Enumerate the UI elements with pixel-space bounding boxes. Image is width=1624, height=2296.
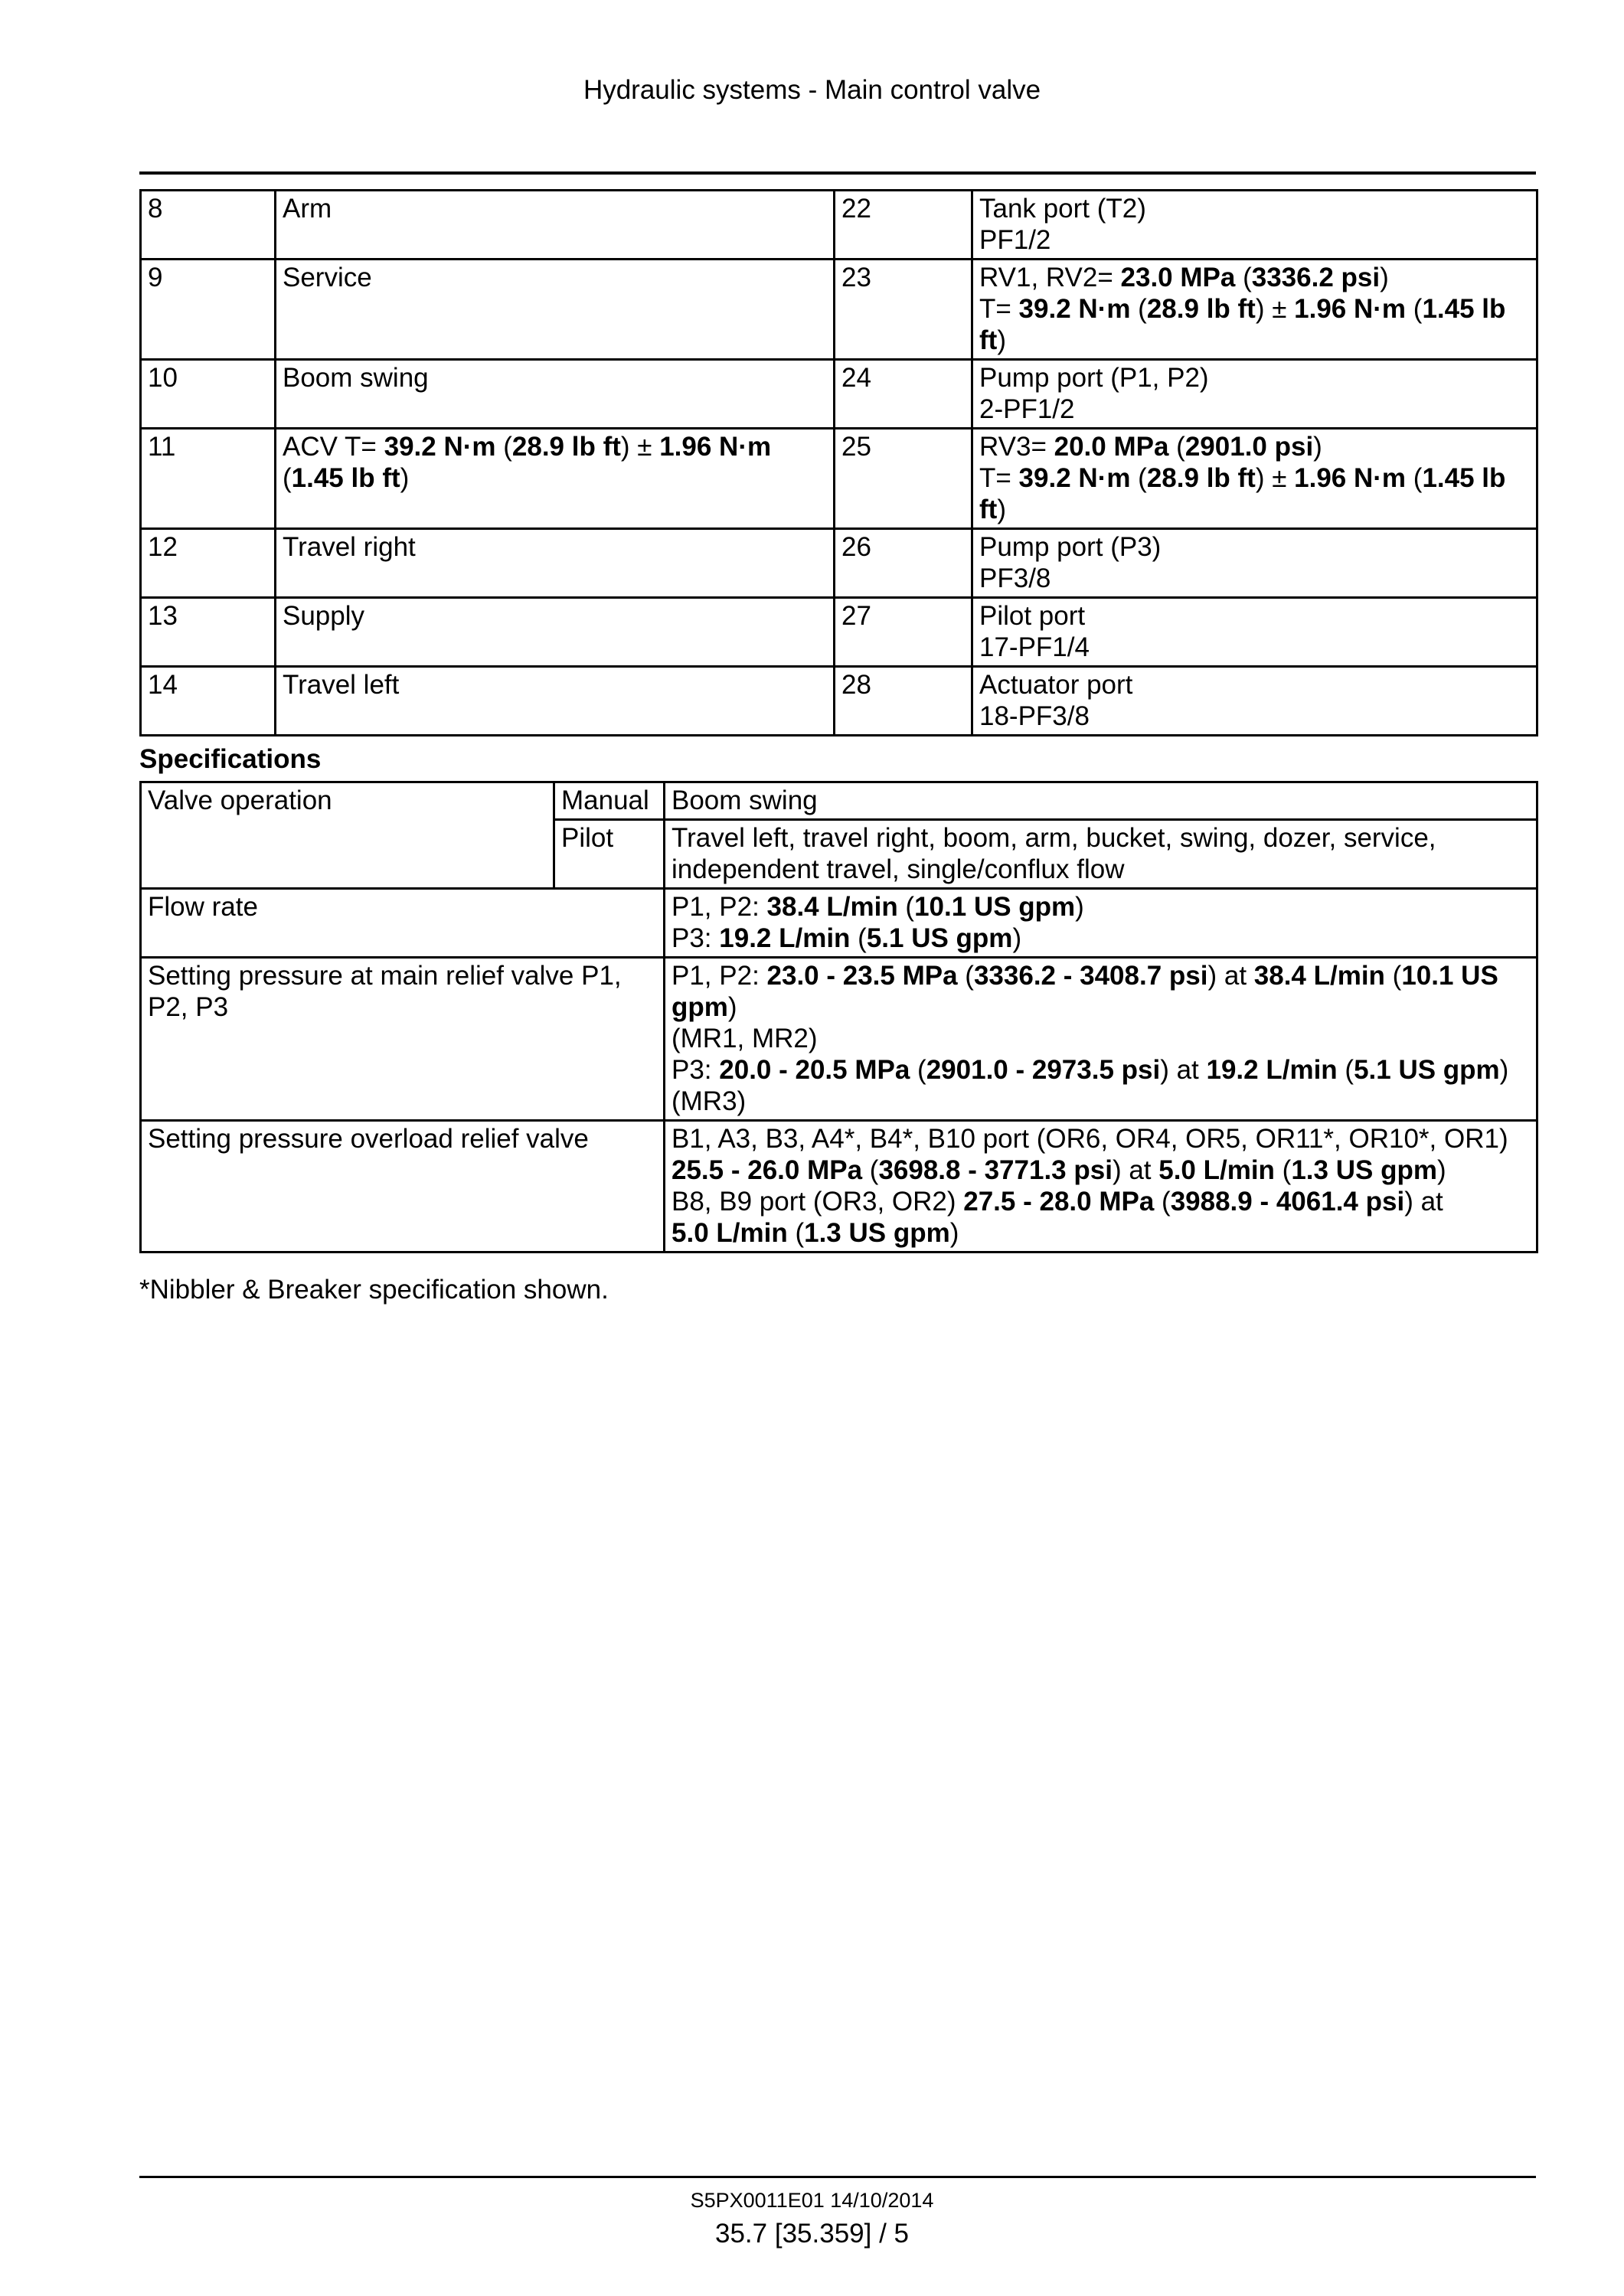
specifications-table <box>139 781 1538 1253</box>
part-description-right: Pilot port 17-PF1/4 <box>972 598 1537 667</box>
page-header-title: Hydraulic systems - Main control valve <box>583 75 1041 105</box>
parts-table-row <box>141 360 1537 429</box>
part-description-left: Boom swing <box>276 360 835 429</box>
part-number-left: 14 <box>141 667 276 736</box>
part-number-right: 26 <box>835 529 972 598</box>
part-description-right: Pump port (P3) PF3/8 <box>972 529 1537 598</box>
part-number-left: 9 <box>141 260 276 360</box>
footer-page-number: 35.7 [35.359] / 5 <box>715 2219 909 2249</box>
part-description-left: Service <box>276 260 835 360</box>
part-description-left: Supply <box>276 598 835 667</box>
part-number-right: 23 <box>835 260 972 360</box>
part-number-right: 27 <box>835 598 972 667</box>
footnote: *Nibbler & Breaker specification shown. <box>139 1275 609 1305</box>
part-number-left: 11 <box>141 429 276 529</box>
spec-row-overload-relief <box>141 1121 1537 1253</box>
part-description-left: ACV T= 39.2 N·m (28.9 lb ft) ± 1.96 N·m (1.45 lb ft) <box>276 429 835 529</box>
part-number-left: 10 <box>141 360 276 429</box>
spec-value-overload-relief: B1, A3, B3, A4*, B4*, B10 port (OR6, OR4, OR5, OR11*, OR10*, OR1) 25.5 - 26.0 MPa (3698.8 - 3771.3 psi) at 5.0 L/min (1.3 US gpm) B8, B9 port (OR3, OR2) 27.5 - 28.0 MPa (3988.9 - 4061.4 psi) at 5.0 L/min (1.3 US gpm) <box>665 1121 1537 1253</box>
spec-label-flow-rate: Flow rate <box>141 889 665 958</box>
spec-label-main-relief: Setting pressure at main relief valve P1, P2, P3 <box>141 958 665 1121</box>
spec-value-main-relief: P1, P2: 23.0 - 23.5 MPa (3336.2 - 3408.7 psi) at 38.4 L/min (10.1 US gpm) (MR1, MR2) P3: 20.0 - 20.5 MPa (2901.0 - 2973.5 psi) at 19.2 L/min (5.1 US gpm) (MR3) <box>665 958 1537 1121</box>
part-number-left: 12 <box>141 529 276 598</box>
part-description-right: RV1, RV2= 23.0 MPa (3336.2 psi) T= 39.2 N·m (28.9 lb ft) ± 1.96 N·m (1.45 lb ft) <box>972 260 1537 360</box>
part-description-right: Pump port (P1, P2) 2-PF1/2 <box>972 360 1537 429</box>
parts-table-row <box>141 529 1537 598</box>
parts-table-row <box>141 667 1537 736</box>
parts-table-row <box>141 598 1537 667</box>
part-description-left: Travel right <box>276 529 835 598</box>
spec-sublabel-manual: Manual <box>554 782 665 820</box>
spec-row-main-relief <box>141 958 1537 1121</box>
part-description-right: Actuator port 18-PF3/8 <box>972 667 1537 736</box>
parts-table-row <box>141 260 1537 360</box>
part-number-left: 13 <box>141 598 276 667</box>
spec-row-valve-operation-manual <box>141 782 1537 820</box>
footer-divider <box>139 2176 1536 2178</box>
spec-value-pilot: Travel left, travel right, boom, arm, bucket, swing, dozer, service, independent travel, single/conflux flow <box>665 820 1537 889</box>
part-description-left: Arm <box>276 191 835 260</box>
part-number-right: 28 <box>835 667 972 736</box>
spec-sublabel-pilot: Pilot <box>554 820 665 889</box>
part-description-right: RV3= 20.0 MPa (2901.0 psi) T= 39.2 N·m (28.9 lb ft) ± 1.96 N·m (1.45 lb ft) <box>972 429 1537 529</box>
spec-label-valve-operation: Valve operation <box>141 782 554 889</box>
parts-table-row <box>141 429 1537 529</box>
specifications-heading: Specifications <box>139 744 322 774</box>
part-number-right: 22 <box>835 191 972 260</box>
part-number-left: 8 <box>141 191 276 260</box>
spec-value-manual: Boom swing <box>665 782 1537 820</box>
footer-doc-code: S5PX0011E01 14/10/2014 <box>690 2189 934 2212</box>
parts-table <box>139 189 1538 736</box>
part-number-right: 25 <box>835 429 972 529</box>
spec-label-overload-relief: Setting pressure overload relief valve <box>141 1121 665 1253</box>
part-number-right: 24 <box>835 360 972 429</box>
spec-value-flow-rate: P1, P2: 38.4 L/min (10.1 US gpm) P3: 19.2 L/min (5.1 US gpm) <box>665 889 1537 958</box>
part-description-right: Tank port (T2) PF1/2 <box>972 191 1537 260</box>
part-description-left: Travel left <box>276 667 835 736</box>
parts-table-row <box>141 191 1537 260</box>
spec-row-flow-rate <box>141 889 1537 958</box>
header-divider <box>139 171 1536 175</box>
